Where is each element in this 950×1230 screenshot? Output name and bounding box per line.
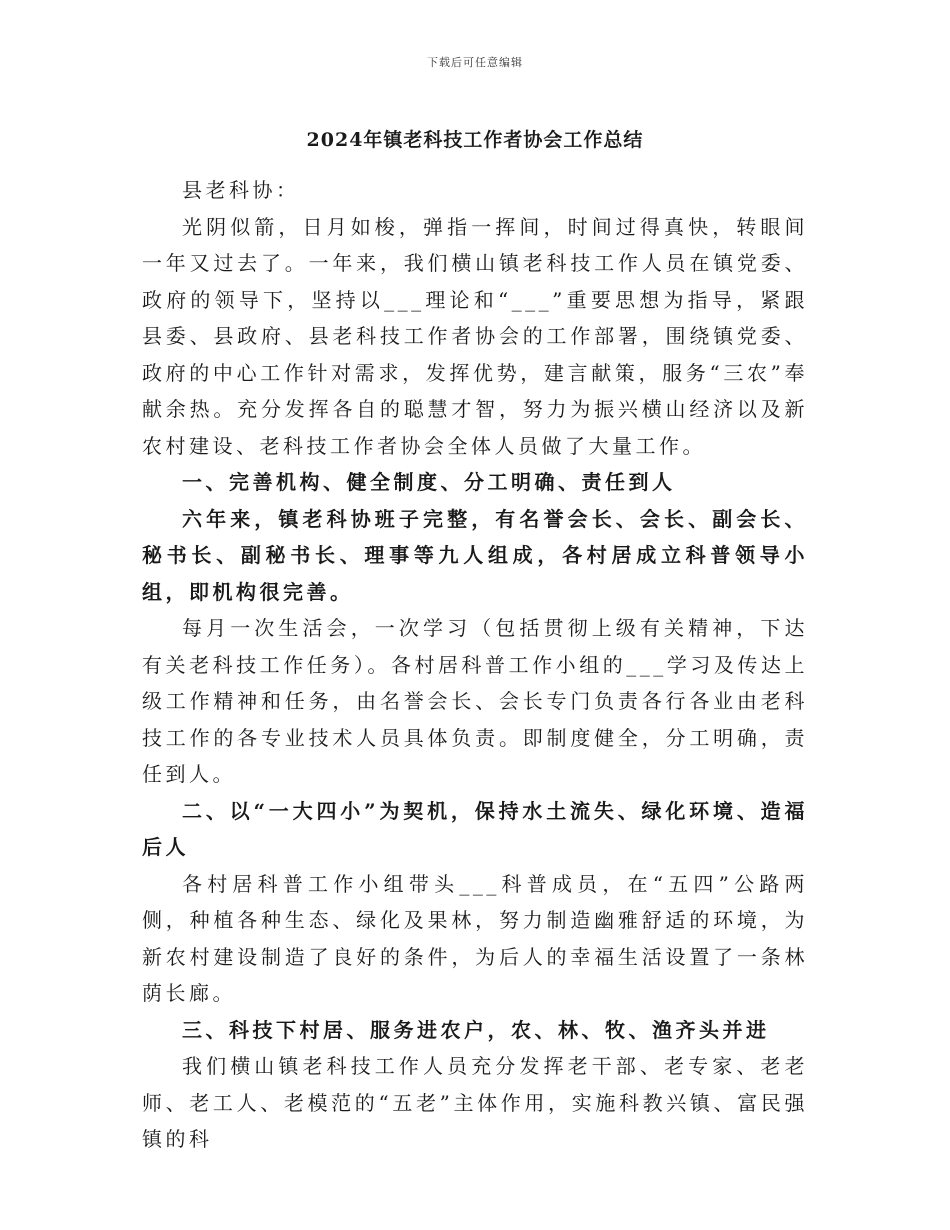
paragraph-technology: 我们横山镇老科技工作人员充分发挥老干部、老专家、老老师、老工人、老模范的“五老”主体作用，实施科教兴镇、富民强镇的科 bbox=[142, 1054, 808, 1151]
section-heading-2: 二、以“一大四小”为契机，保持水土流失、绿化环境、造福后人 bbox=[142, 798, 808, 859]
paragraph-greening: 各村居科普工作小组带头___科普成员，在“五四”公路两侧，种植各种生态、绿化及果林，努力制造幽雅舒适的环境，为新农村建设制造了良好的条件，为后人的幸福生活设置了一条林荫长廊。 bbox=[142, 871, 808, 1005]
section-heading-1: 一、完善机构、健全制度、分工明确、责任到人 bbox=[182, 470, 676, 494]
paragraph-system: 每月一次生活会，一次学习（包括贯彻上级有关精神，下达有关老科技工作任务）。各村居科普工作小组的___学习及传达上级工作精神和任务，由名誉会长、会长专门负责各行各业由老科技工作的各专业技术人员具体负责。即制度健全，分工明确，责任到人。 bbox=[142, 616, 808, 786]
salutation: 县老科协： bbox=[182, 178, 300, 202]
document-body bbox=[142, 172, 808, 1158]
header-note: 下载后可任意编辑 bbox=[427, 56, 523, 69]
section-heading-3: 三、科技下村居、服务进农户，农、林、牧、渔齐头并进 bbox=[182, 1017, 770, 1042]
paragraph-organization: 六年来，镇老科协班子完整，有名誉会长、会长、副会长、秘书长、副秘书长、理事等九人组成，各村居成立科普领导小组，即机构很完善。 bbox=[142, 506, 808, 604]
document-title: 2024年镇老科技工作者协会工作总结 bbox=[306, 129, 644, 151]
paragraph-intro: 光阴似箭，日月如梭，弹指一挥间，时间过得真快，转眼间一年又过去了。一年来，我们横山镇老科技工作人员在镇党委、政府的领导下，坚持以___理论和“___”重要思想为指导，紧跟县委、县政府、县老科技工作者协会的工作部署，围绕镇党委、政府的中心工作针对需求，发挥优势，建言献策，服务“三农”奉献余热。充分发挥各自的聪慧才智，努力为振兴横山经济以及新农村建设、老科技工作者协会全体人员做了大量工作。 bbox=[142, 214, 808, 458]
